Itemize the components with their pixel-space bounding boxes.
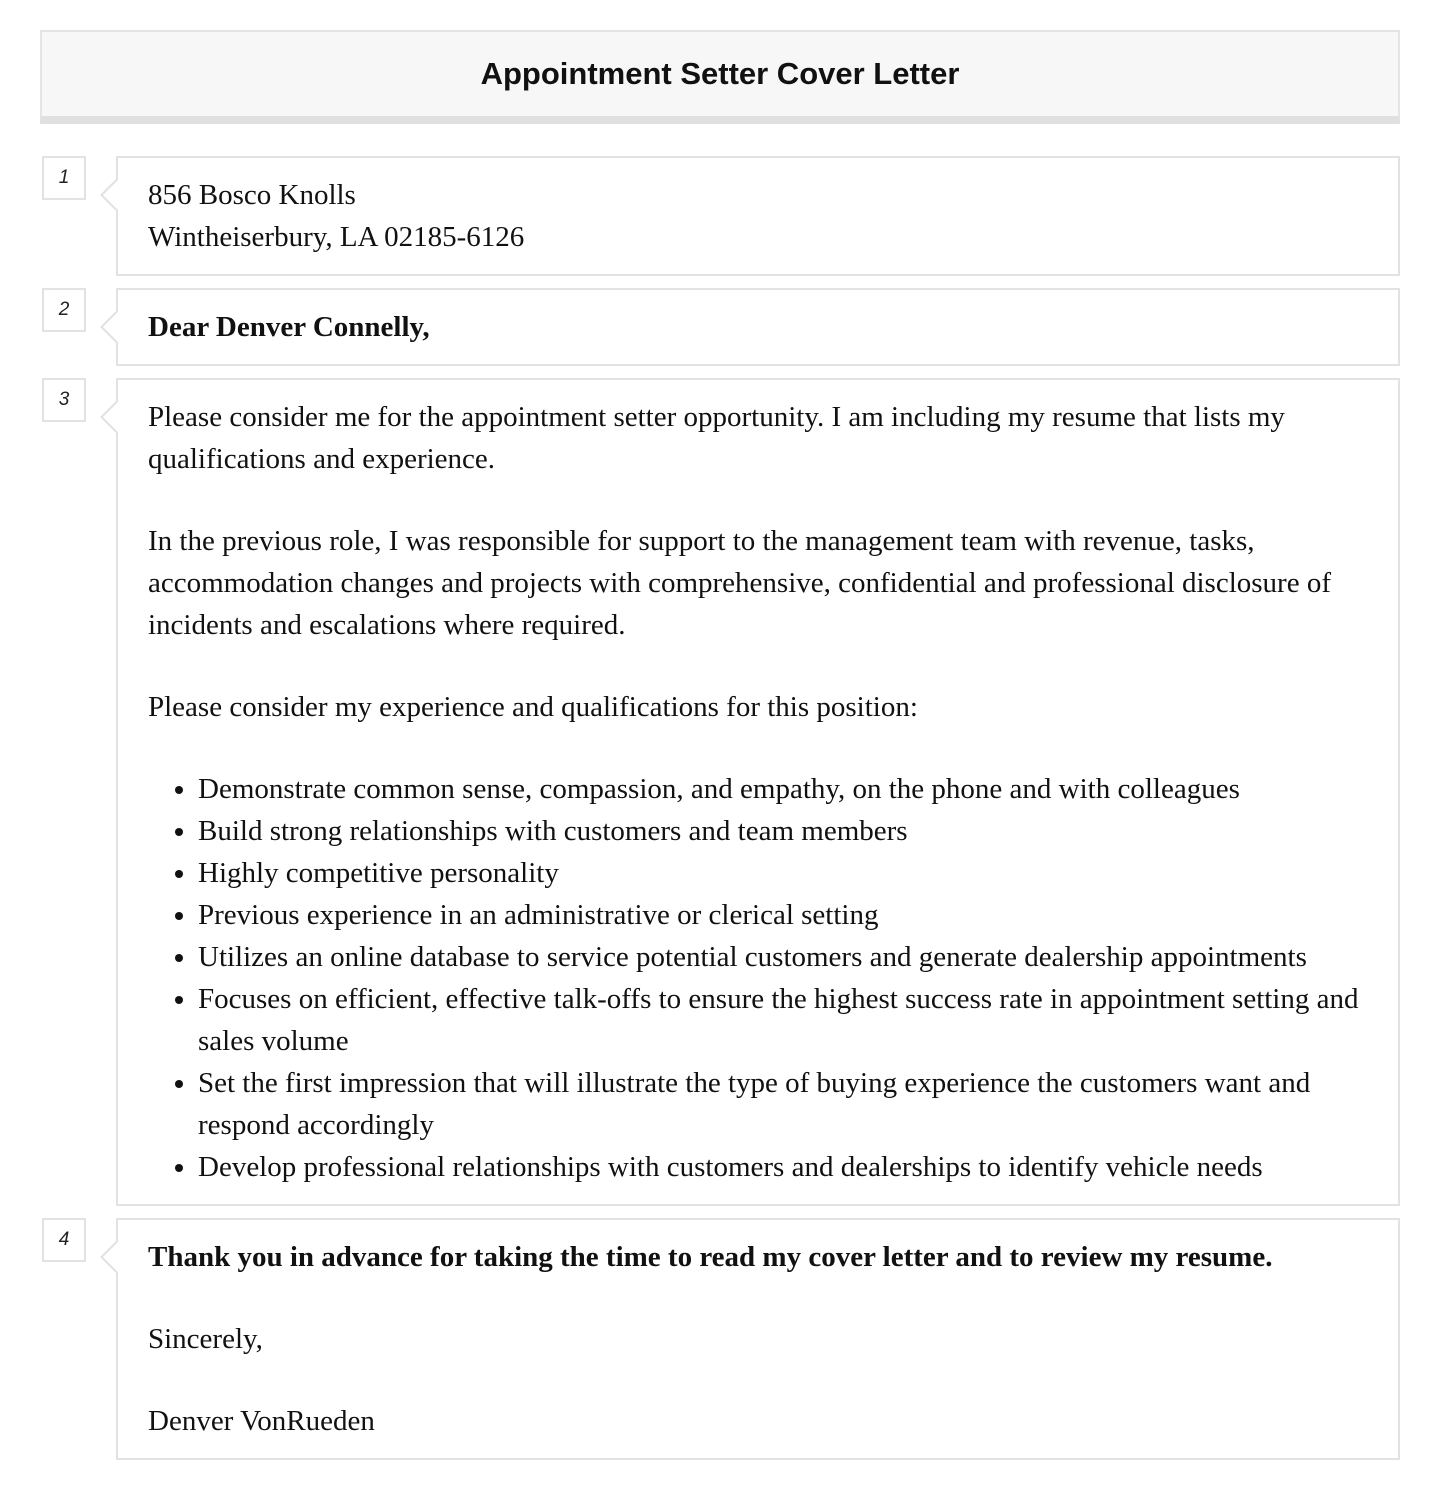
list-item: • Previous experience in an administrative or clerical setting <box>198 894 1368 936</box>
list-item: • Build strong relationships with customers and team members <box>198 810 1368 852</box>
closing-statement: Thank you in advance for taking the time to read my cover letter and to review my resume. <box>148 1241 1273 1273</box>
list-item: • Utilizes an online database to service potential customers and generate dealership appointments <box>198 936 1368 978</box>
list-item: • Set the first impression that will illustrate the type of buying experience the customers want and respond accordingly <box>198 1062 1368 1146</box>
section-number: 2 <box>42 288 86 332</box>
list-item: • Focuses on efficient, effective talk-offs to ensure the highest success rate in appointment setting and sales volume <box>198 978 1368 1062</box>
closing-card <box>116 1218 1400 1460</box>
letter-header <box>40 30 1400 124</box>
section-number: 3 <box>42 378 86 422</box>
list-item: • Highly competitive personality <box>198 852 1368 894</box>
section-number: 4 <box>42 1218 86 1262</box>
address-card <box>116 156 1400 276</box>
address-line-1: 856 Bosco Knolls <box>148 179 356 211</box>
body-paragraph-2: In the previous role, I was responsible for support to the management team with revenue, tasks, accommodation changes and projects with comprehensive, confidential and professional disclosure of incidents and escalations where required. <box>148 525 1331 641</box>
signature: Denver VonRueden <box>148 1405 375 1437</box>
greeting-card <box>116 288 1400 366</box>
greeting: Dear Denver Connelly, <box>148 311 430 343</box>
list-item: • Demonstrate common sense, compassion, and empathy, on the phone and with colleagues <box>198 768 1368 810</box>
body-paragraph-1: Please consider me for the appointment setter opportunity. I am including my resume that lists my qualifications and experience. <box>148 401 1285 475</box>
body-card <box>116 378 1400 1206</box>
sign-off: Sincerely, <box>148 1323 263 1355</box>
list-item: • Develop professional relationships with customers and dealerships to identify vehicle needs <box>198 1146 1368 1188</box>
qualifications-list <box>148 768 1368 1188</box>
address-line-2: Wintheiserbury, LA 02185-6126 <box>148 221 525 253</box>
page-title: Appointment Setter Cover Letter <box>480 56 960 91</box>
section-number: 1 <box>42 156 86 200</box>
body-paragraph-3: Please consider my experience and qualifications for this position: <box>148 691 918 723</box>
